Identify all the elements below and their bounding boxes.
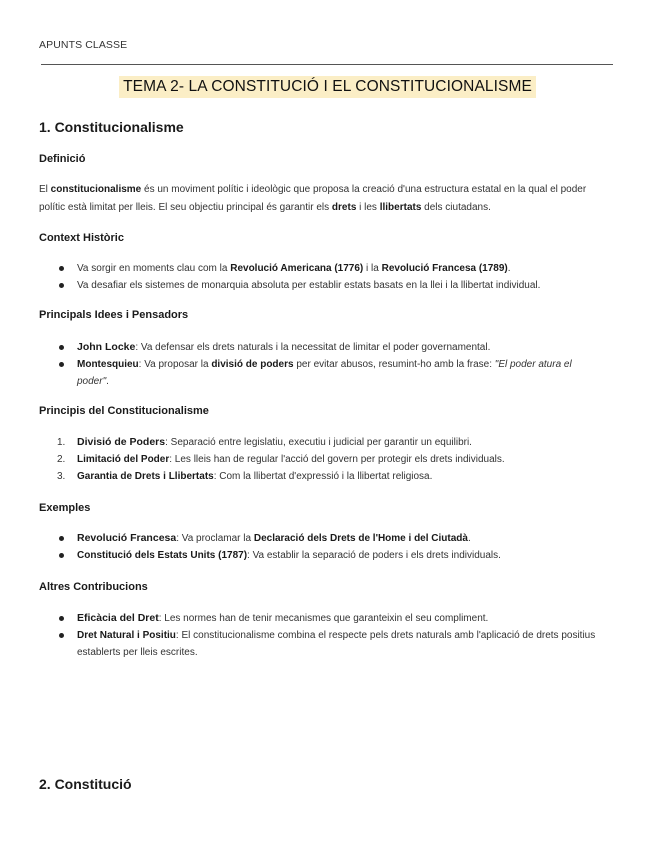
idees-list (39, 339, 599, 390)
list-item: Va desafiar els sistemes de monarquia absoluta per establir estats basats en la llei i la llibertat individual. (39, 277, 599, 294)
title-container (0, 76, 655, 98)
list-item: Revolució Francesa: Va proclamar la Declaració dels Drets de l'Home i del Ciutadà. (39, 530, 599, 547)
list-item: Eficàcia del Dret: Les normes han de tenir mecanismes que garanteixin el seu compliment. (39, 610, 599, 627)
context-list (39, 260, 599, 294)
list-item: John Locke: Va defensar els drets naturals i la necessitat de limitar el poder governamental. (39, 339, 599, 356)
list-item: Dret Natural i Positiu: El constitucionalisme combina el respecte pels drets naturals amb l'aplicació de drets positius establerts per lleis escrites. (39, 627, 599, 661)
section-heading-constitucio: 2. Constitució (39, 776, 132, 792)
subheading-definicio: Definició (39, 153, 86, 165)
list-item: 2. Limitació del Poder: Les lleis han de regular l'acció del govern per protegir els drets individuals. (57, 454, 505, 465)
definition-paragraph: El constitucionalisme és un moviment polític i ideològic que proposa la creació d'una estructura estatal en la qual el poder polític està limitat per lleis. El seu objectiu principal és garantir els drets i les llibertats dels ciutadans. (39, 184, 587, 213)
altres-list (39, 610, 599, 661)
section-heading-constitucionalisme: 1. Constitucionalisme (39, 119, 184, 135)
list-item: 1. Divisió de Poders: Separació entre legislatiu, executiu i judicial per garantir un equilibri. (57, 436, 472, 448)
subheading-altres: Altres Contribucions (39, 581, 148, 593)
principis-list (39, 434, 599, 485)
subheading-idees: Principals Idees i Pensadors (39, 309, 189, 321)
list-item: 3. Garantia de Drets i Llibertats: Com la llibertat d'expressió i la llibertat religiosa. (57, 471, 433, 482)
list-item: Montesquieu: Va proposar la divisió de poders per evitar abusos, resumint-ho amb la frase: "El poder atura el poder". (39, 356, 599, 390)
subheading-context: Context Històric (39, 232, 124, 244)
subheading-principis: Principis del Constitucionalisme (39, 405, 209, 417)
exemples-list (39, 530, 599, 564)
list-item: Constitució dels Estats Units (1787): Va establir la separació de poders i els drets individuals. (39, 547, 599, 564)
list-item: Va sorgir en moments clau com la Revolució Americana (1776) i la Revolució Francesa (1789). (39, 260, 599, 277)
page-title: TEMA 2- LA CONSTITUCIÓ I EL CONSTITUCIONALISME (119, 76, 536, 98)
subheading-exemples: Exemples (39, 502, 91, 514)
header-label: APUNTS CLASSE (39, 39, 128, 51)
header-divider (41, 64, 613, 65)
